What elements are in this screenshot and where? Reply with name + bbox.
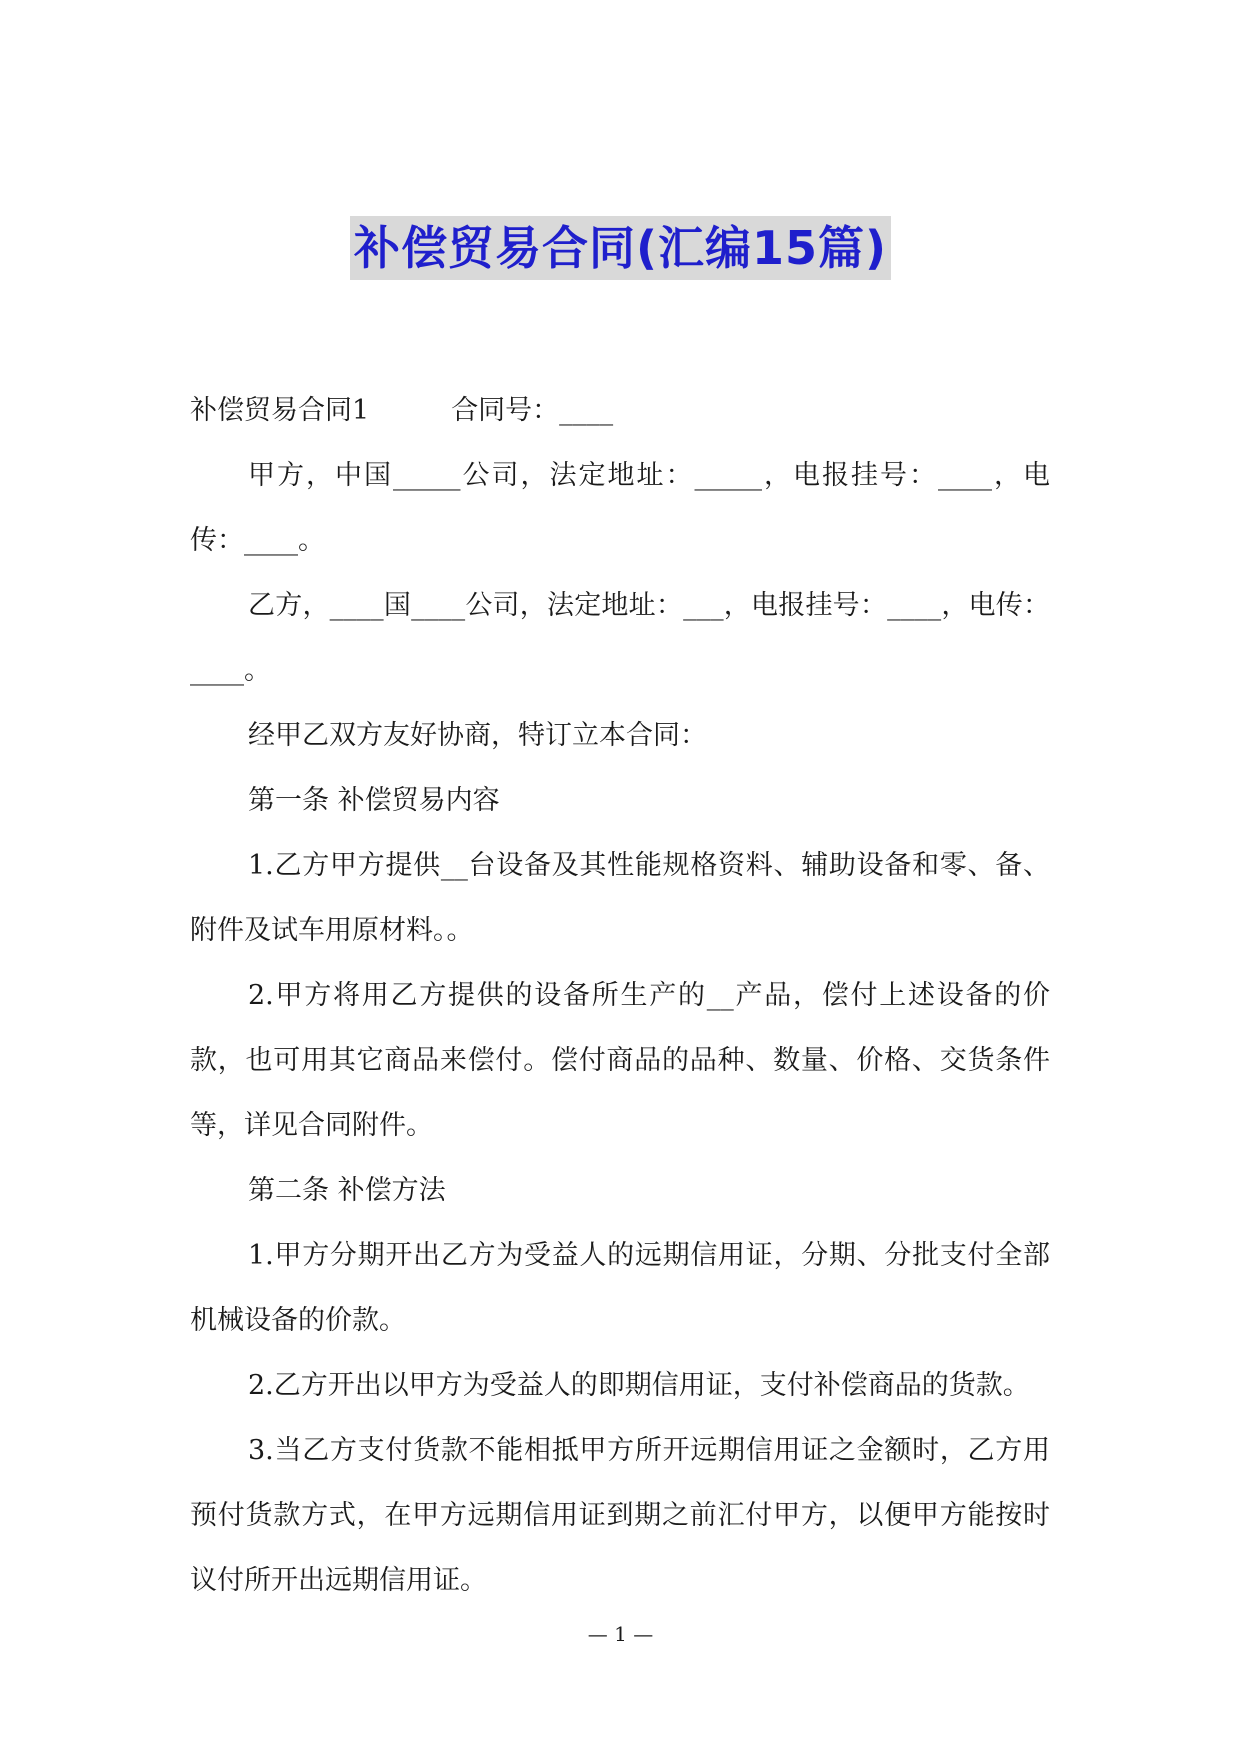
article-1-heading: 第一条 补偿贸易内容 [248, 785, 500, 816]
document-title: 补偿贸易合同(汇编15篇) [350, 216, 891, 280]
article-2-item-1: 1.甲方分期开出乙方为受益人的远期信用证，分期、分批支付全部机械设备的价款。 [190, 1240, 1050, 1336]
contract-header-line [190, 378, 1050, 443]
article-2-item-3: 3.当乙方支付货款不能相抵甲方所开远期信用证之金额时，乙方用预付货款方式，在甲方远期信用证到期之前汇付甲方，以便甲方能按时议付所开出远期信用证。 [190, 1435, 1050, 1596]
title-container [0, 216, 1241, 280]
contract-number: 合同号：____ [451, 395, 614, 426]
paragraph-preamble: 经甲乙双方友好协商，特订立本合同： [248, 720, 707, 751]
article-2-item-2: 2.乙方开出以甲方为受益人的即期信用证，支付补偿商品的货款。 [248, 1370, 1030, 1401]
article-1-item-1: 1.乙方甲方提供__台设备及其性能规格资料、辅助设备和零、备、附件及试车用原材料。。 [190, 850, 1050, 946]
paragraph-party-b: 乙方，____国____公司，法定地址：___，电报挂号：____，电传：____。 [190, 590, 1050, 686]
paragraph-party-a: 甲方，中国_____公司，法定地址：_____，电报挂号：____，电传：____。 [190, 460, 1050, 556]
article-1-item-2: 2.甲方将用乙方提供的设备所生产的__产品，偿付上述设备的价款，也可用其它商品来偿付。偿付商品的品种、数量、价格、交货条件等，详见合同附件。 [190, 980, 1050, 1141]
article-2-heading: 第二条 补偿方法 [248, 1175, 446, 1206]
document-body [190, 378, 1050, 1613]
contract-name: 补偿贸易合同1 [190, 395, 370, 426]
page-number: — 1 — [587, 1622, 654, 1646]
